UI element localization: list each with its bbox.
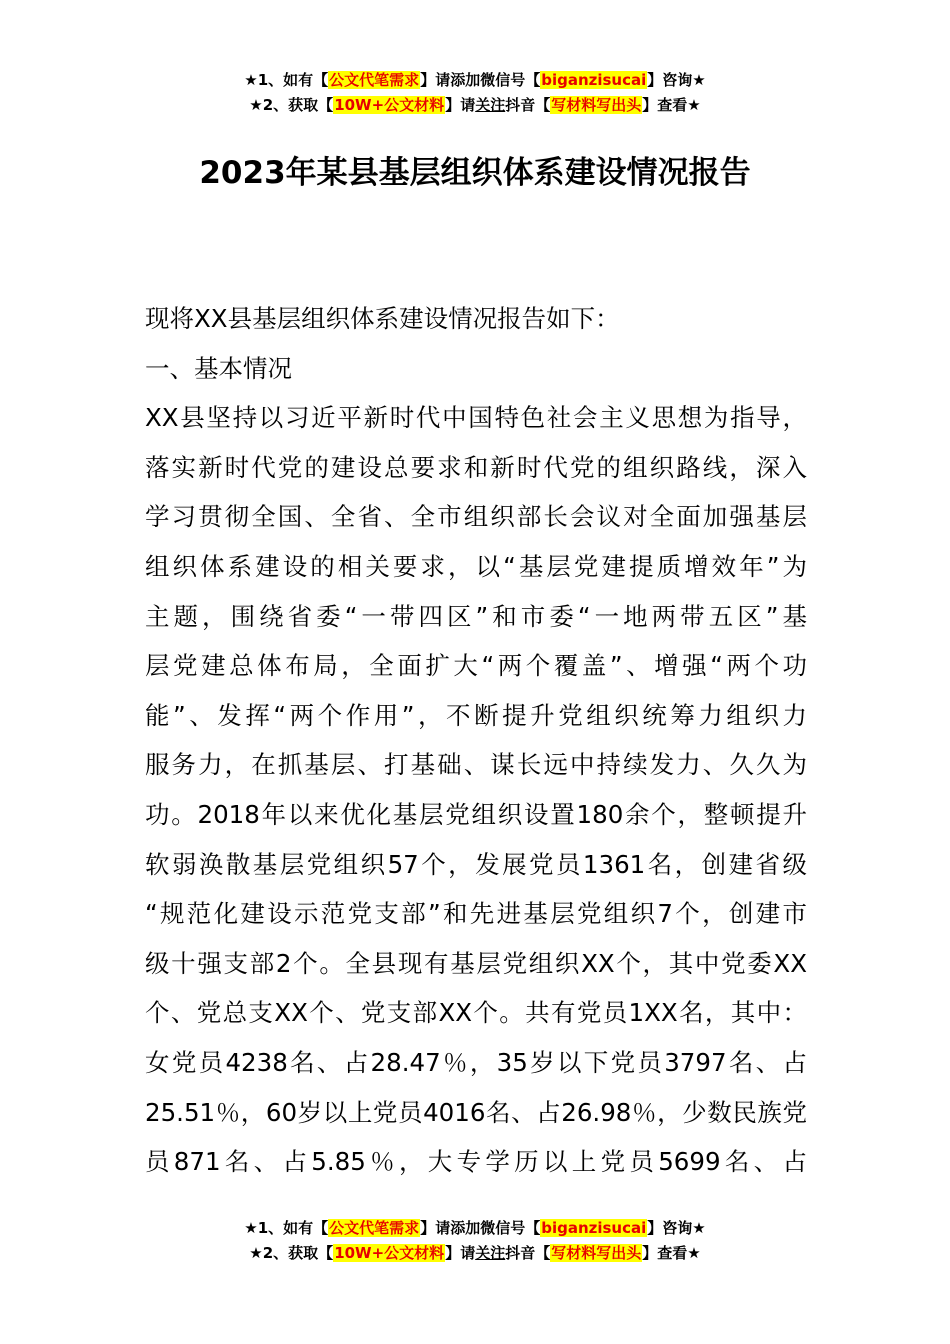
banner-text: 】查看★ [642,1244,701,1262]
highlight-text: 公文代笔需求 [329,71,420,89]
body-line: 落实新时代党的建设总要求和新时代党的组织路线，深入 [145,452,807,482]
highlight-text: 10W+公文材料 [334,96,445,114]
banner-text: 】请 [445,1244,476,1262]
body-paragraph [145,393,807,1187]
body-line: 25.51％，60岁以上党员4016名、占26.98％，少数民族党 [145,1097,807,1127]
banner-text: ★2、获取【 [249,1244,334,1262]
highlight-text: 公文代笔需求 [329,1219,420,1237]
intro-paragraph: 现将XX县基层组织体系建设情况报告如下： [145,304,620,333]
douyin-account-highlight: 写材料写出头 [551,96,642,114]
banner-line-1 [0,1216,950,1241]
banner-text: 】查看★ [642,96,701,114]
body-line: 员871名、占5.85％，大专学历以上党员5699名、占 [145,1147,807,1177]
body-line: “规范化建设示范党支部”和先进基层党组织7个，创建市 [145,899,807,929]
body-line: 主题，围绕省委“一带四区”和市委“一地两带五区”基 [145,601,807,631]
wechat-id-highlight: biganzisucai [541,1219,647,1237]
banner-line-2 [0,1241,950,1266]
body-line: 能”、发挥“两个作用”，不断提升党组织统筹力组织力 [145,700,807,730]
underlined-text: 关注 [475,1244,506,1262]
douyin-account-highlight: 写材料写出头 [551,1244,642,1262]
banner-line-2 [0,93,950,118]
body-line: 级十强支部2个。全县现有基层党组织XX个，其中党委XX [145,948,807,978]
header-banner [0,68,950,118]
body-line: XX县坚持以习近平新时代中国特色社会主义思想为指导， [145,403,807,433]
banner-text: 】咨询★ [647,71,706,89]
wechat-id-highlight: biganzisucai [541,71,647,89]
body-line: 组织体系建设的相关要求，以“基层党建提质增效年”为 [145,551,807,581]
footer-banner [0,1216,950,1266]
banner-text: ★1、如有【 [244,71,329,89]
body-line: 服务力，在抓基层、打基础、谋长远中持续发力、久久为 [145,750,807,780]
body-line: 层党建总体布局，全面扩大“两个覆盖”、增强“两个功 [145,651,807,681]
banner-text: ★2、获取【 [249,96,334,114]
body-line: 功。2018年以来优化基层党组织设置180余个，整顿提升 [145,799,807,829]
banner-text: 】请 [445,96,476,114]
banner-text: 】请添加微信号【 [420,71,541,89]
body-line: 软弱涣散基层党组织57个，发展党员1361名，创建省级 [145,849,807,879]
banner-text: 抖音【 [505,96,551,114]
body-line: 学习贯彻全国、全省、全市组织部长会议对全面加强基层 [145,502,807,532]
body-line: 个、党总支XX个、党支部XX个。共有党员1XX名，其中： [145,998,807,1028]
highlight-text: 10W+公文材料 [334,1244,445,1262]
underlined-text: 关注 [475,96,506,114]
section-heading: 一、基本情况 [145,353,292,383]
document-title: 2023年某县基层组织体系建设情况报告 [199,155,751,191]
banner-text: 】咨询★ [647,1219,706,1237]
banner-text: 】请添加微信号【 [420,1219,541,1237]
banner-text: ★1、如有【 [244,1219,329,1237]
body-line: 女党员4238名、占28.47％，35岁以下党员3797名、占 [145,1047,807,1077]
banner-line-1 [0,68,950,93]
document-body [145,294,807,1187]
banner-text: 抖音【 [505,1244,551,1262]
